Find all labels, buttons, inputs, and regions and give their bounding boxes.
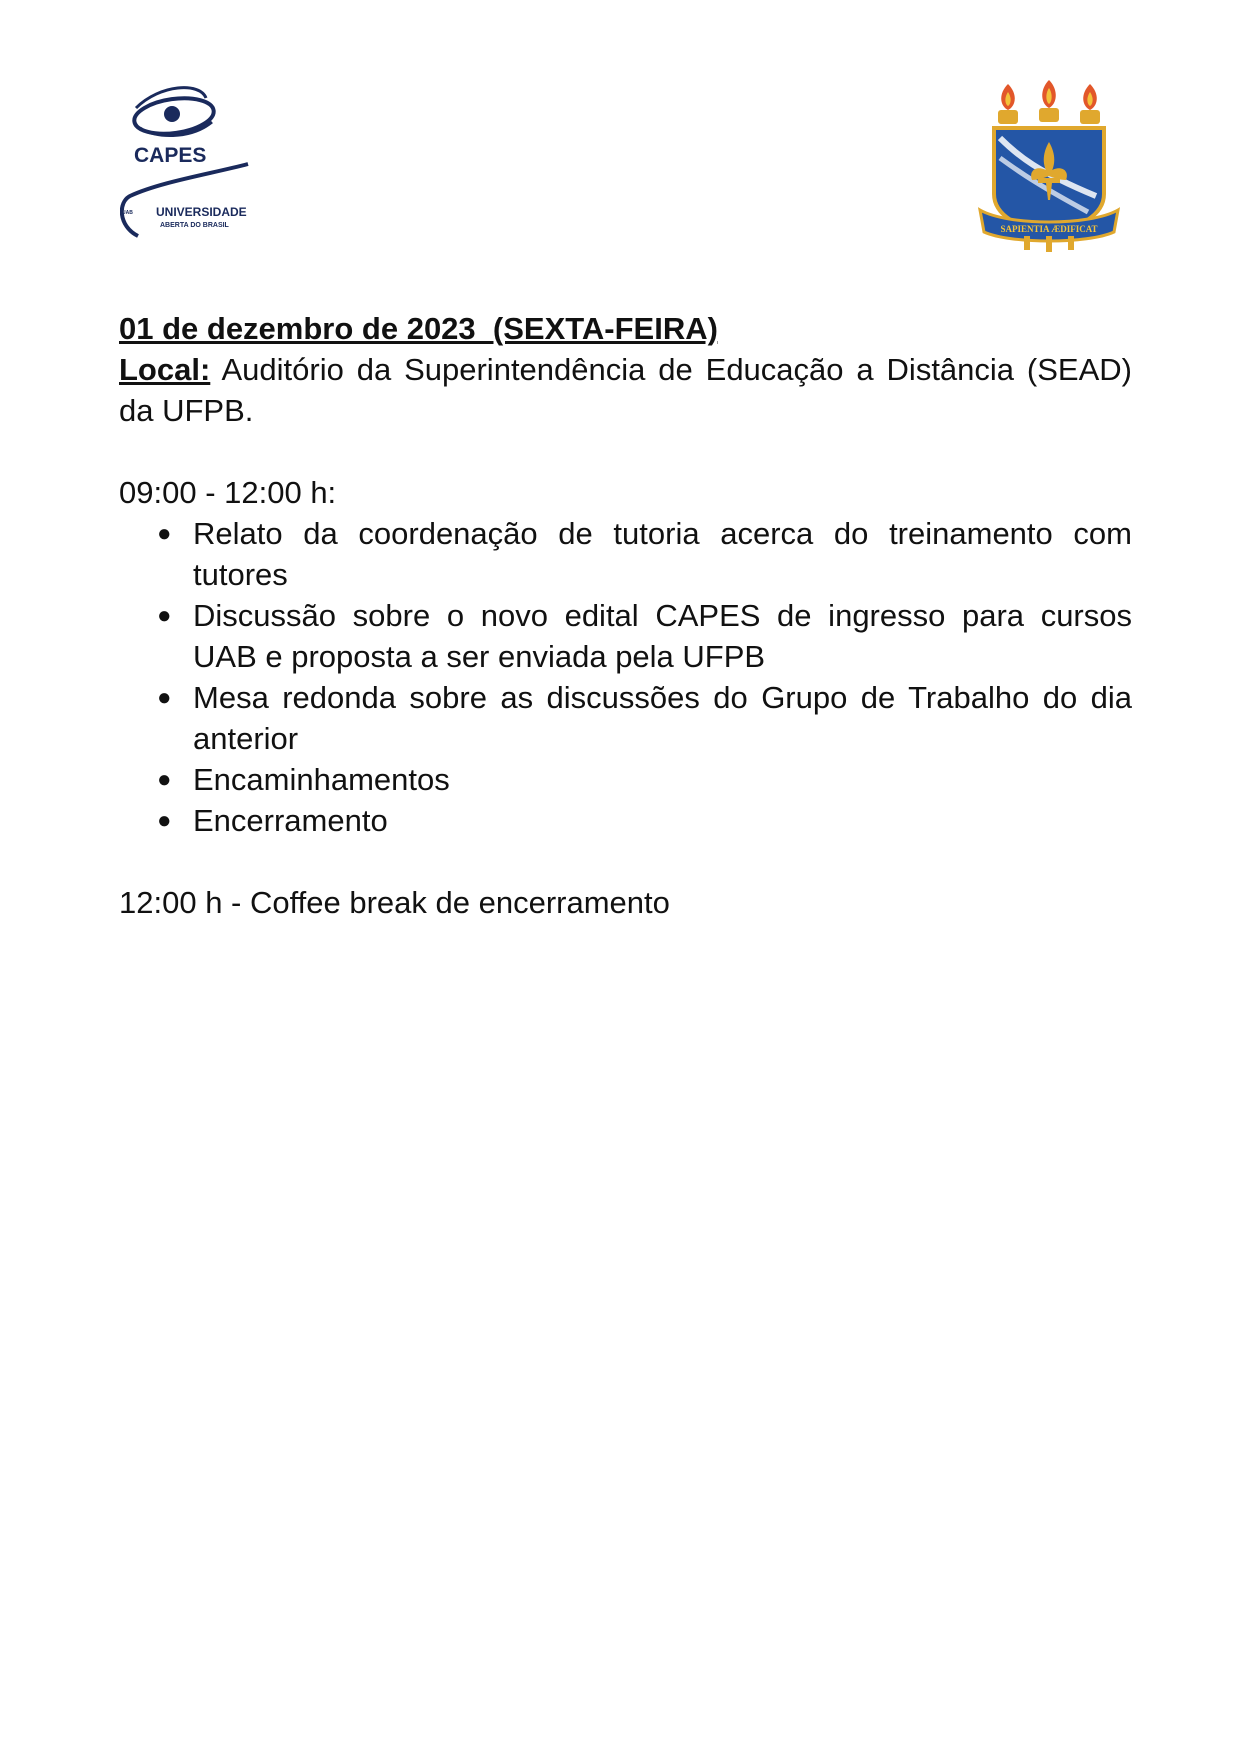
bullet-icon: ●	[157, 807, 172, 834]
session-time: 09:00 - 12:00 h:	[119, 475, 337, 510]
agenda-item: ● Mesa redonda sobre as discussões do Grupo de Trabalho do dia anterior	[119, 677, 1132, 759]
agenda-item: ● Encaminhamentos	[119, 759, 1132, 800]
ufpb-coat-of-arms-icon	[978, 76, 1120, 252]
spacer	[119, 841, 1132, 882]
capes-uab-logo	[120, 78, 290, 246]
location-label: Local:	[119, 352, 211, 387]
date-title: 01 de dezembro de 2023 (SEXTA-FEIRA)	[119, 311, 718, 346]
capes-uab-logo-icon	[120, 78, 290, 246]
bullet-icon: ●	[157, 520, 172, 547]
svg-text:CAPES: CAPES	[134, 144, 207, 167]
bullet-icon: ●	[157, 602, 172, 629]
document-body	[119, 308, 1132, 923]
closing-line: 12:00 h - Coffee break de encerramento	[119, 885, 670, 920]
agenda-item: ● Encerramento	[119, 800, 1132, 841]
bullet-icon: ●	[157, 684, 172, 711]
agenda-item: ● Relato da coordenação de tutoria acerca do treinamento com tutores	[119, 513, 1132, 595]
bullet-icon: ●	[157, 766, 172, 793]
agenda-item: ● Discussão sobre o novo edital CAPES de ingresso para cursos UAB e proposta a ser enviada pela UFPB	[119, 595, 1132, 677]
svg-text:SAPIENTIA ÆDIFICAT: SAPIENTIA ÆDIFICAT	[1000, 224, 1098, 234]
svg-text:ABERTA DO BRASIL: ABERTA DO BRASIL	[160, 222, 229, 229]
agenda-list	[119, 513, 1132, 841]
location-line	[119, 349, 1132, 431]
svg-text:UAB: UAB	[122, 210, 133, 216]
spacer	[119, 431, 1132, 472]
svg-text:UNIVERSIDADE: UNIVERSIDADE	[156, 205, 247, 219]
ufpb-coat-of-arms	[978, 76, 1120, 252]
location-text: Auditório da Superintendência de Educação a Distância (SEAD) da UFPB.	[119, 352, 1132, 428]
